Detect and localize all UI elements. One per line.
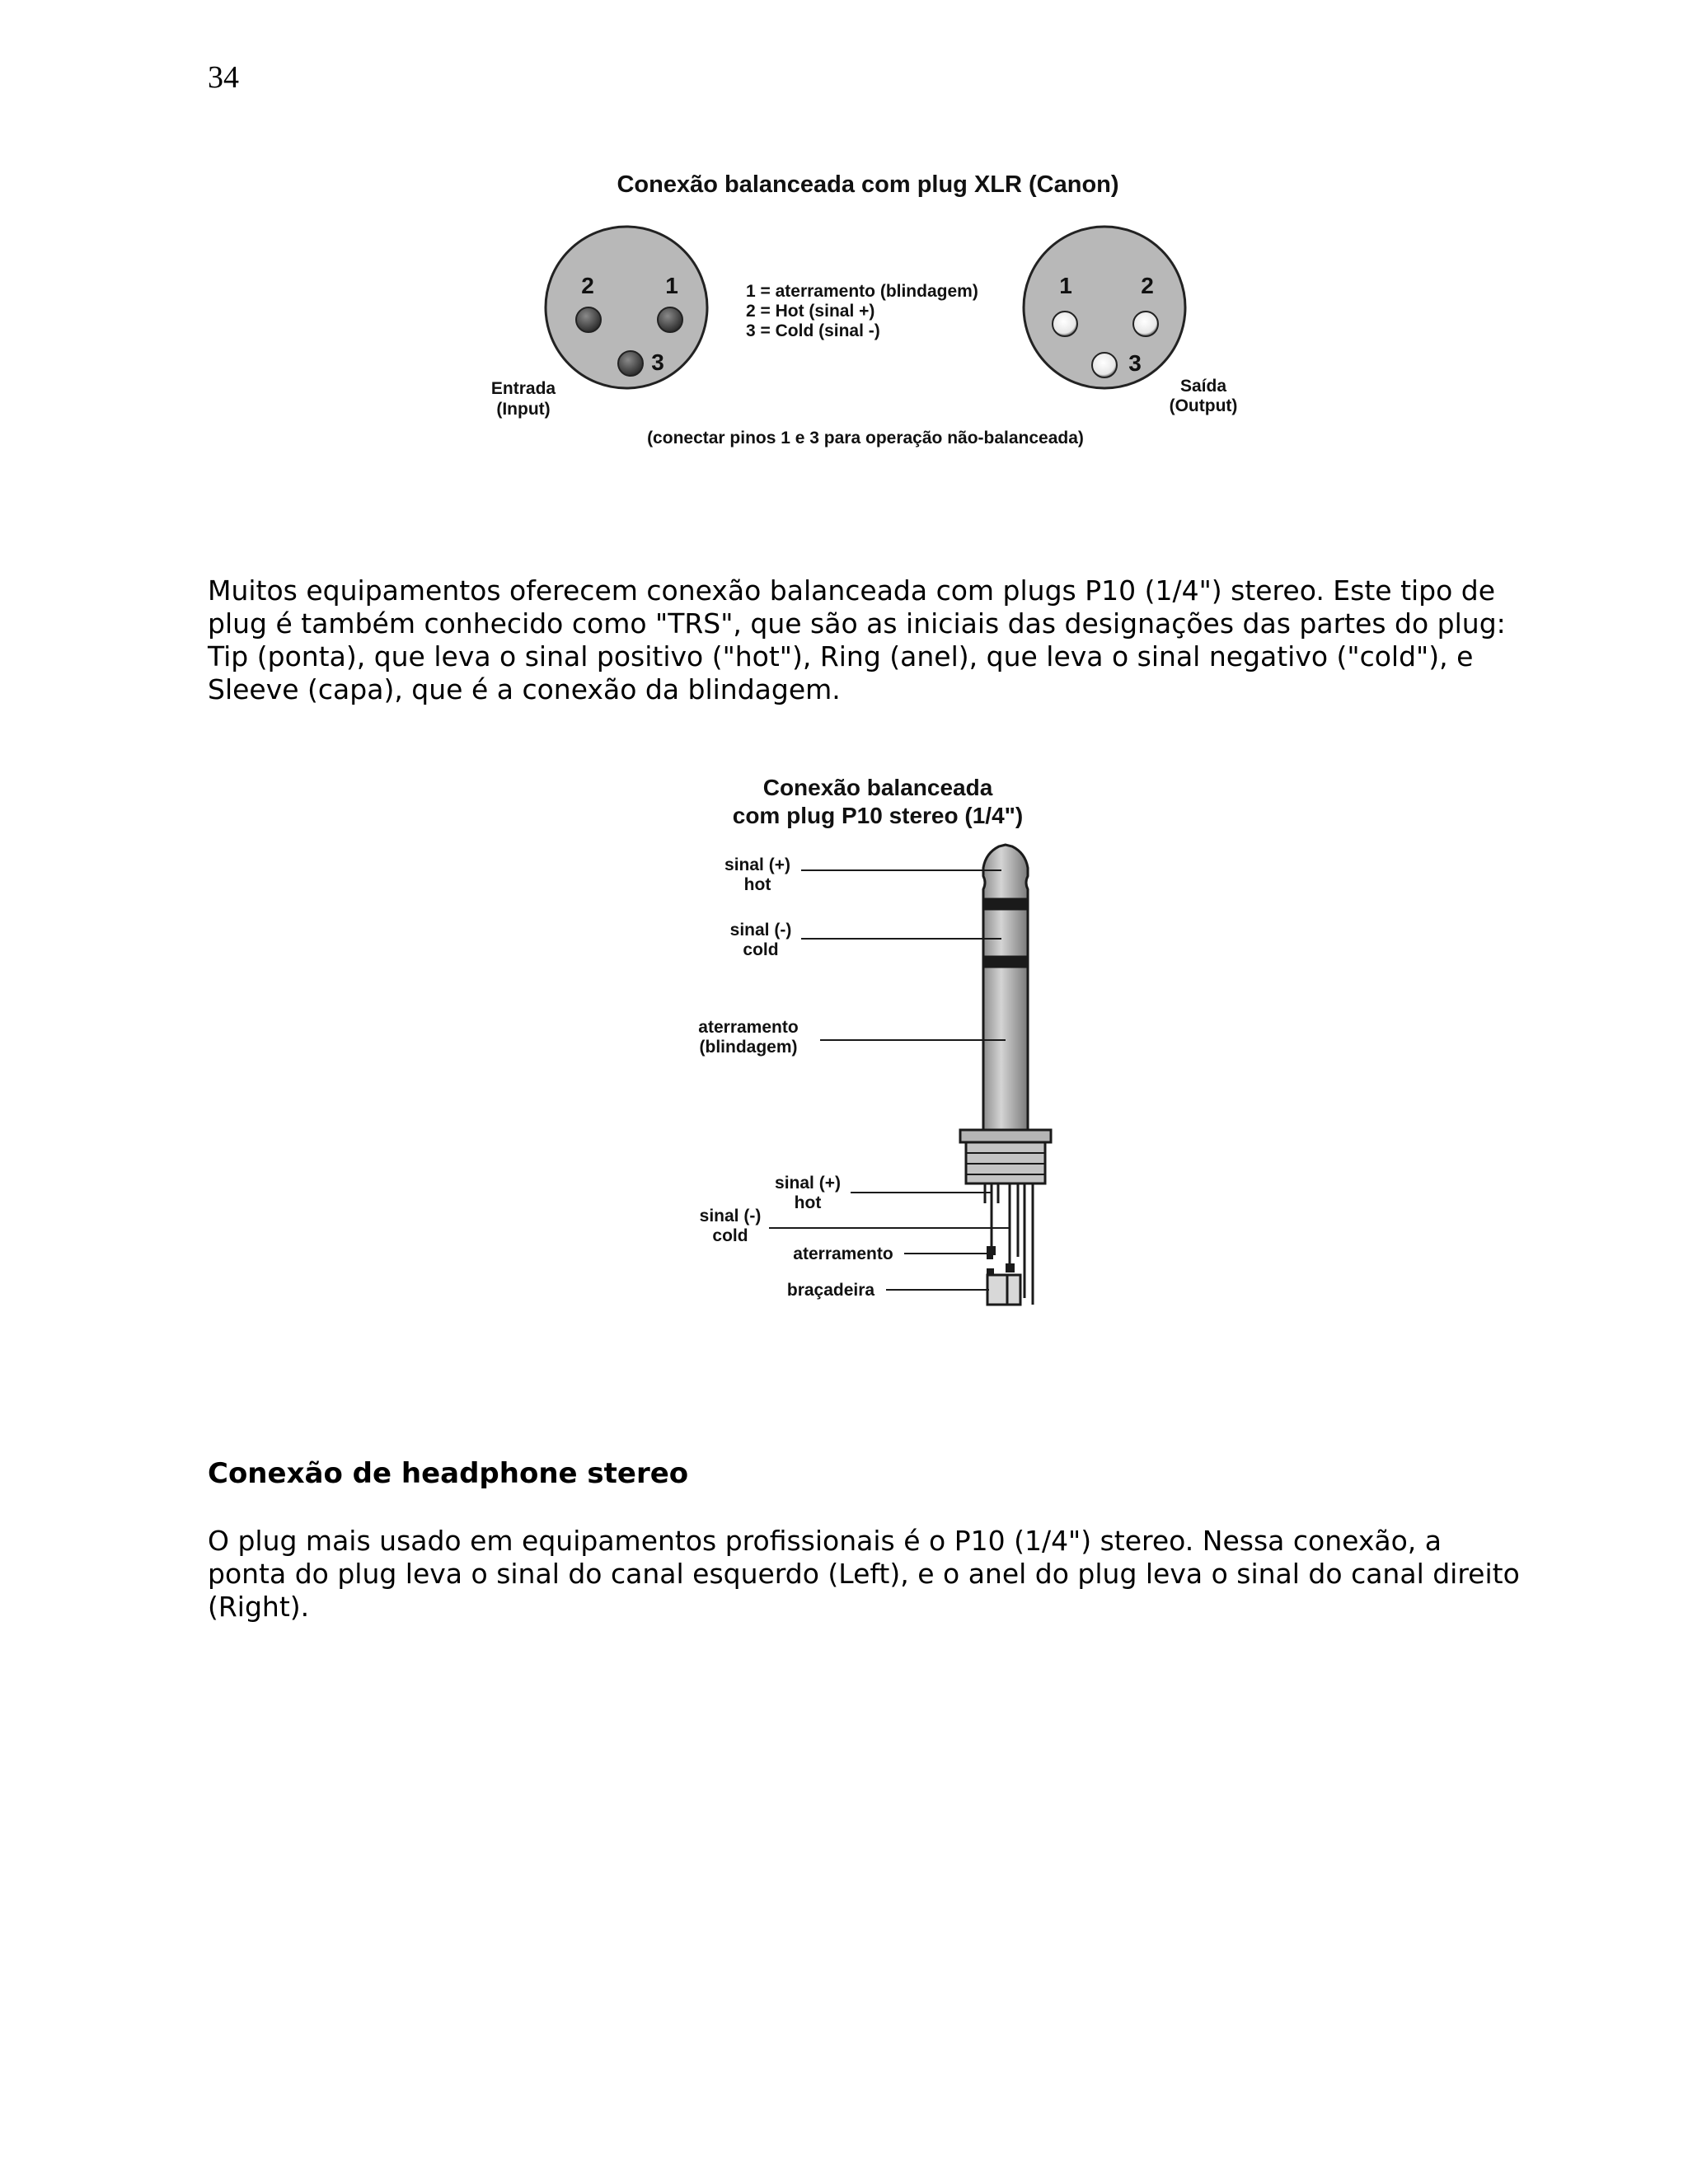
trs-wire-hot-sublabel: hot bbox=[794, 1193, 822, 1212]
xlr-output-pin-1 bbox=[1053, 312, 1077, 336]
xlr-legend-pin-1: 1 = aterramento (blindagem) bbox=[746, 282, 978, 301]
trs-tip bbox=[983, 845, 1028, 899]
trs-collar bbox=[960, 1130, 1051, 1142]
xlr-input-connector bbox=[546, 227, 707, 388]
trs-insulator-2 bbox=[983, 957, 1028, 967]
xlr-output-pin-1-label: 1 bbox=[1059, 273, 1072, 298]
xlr-output-pin-3 bbox=[1092, 353, 1117, 377]
trs-tip-sublabel: hot bbox=[743, 875, 771, 894]
xlr-legend-pin-3: 3 = Cold (sinal -) bbox=[746, 321, 880, 340]
trs-sleeve-label: aterramento bbox=[698, 1018, 799, 1037]
xlr-output-pin-3-label: 3 bbox=[1128, 350, 1142, 376]
trs-wire-cold-sublabel: cold bbox=[712, 1226, 748, 1245]
xlr-input-pin-2 bbox=[576, 307, 601, 332]
trs-title-line1: Conexão balanceada bbox=[762, 775, 993, 800]
section-heading-headphone: Conexão de headphone stereo bbox=[208, 1457, 689, 1490]
trs-sleeve-sublabel: (blindagem) bbox=[699, 1038, 798, 1057]
trs-plug-diagram bbox=[692, 771, 1071, 1315]
xlr-input-label: Entrada bbox=[490, 379, 556, 398]
trs-insulator-1 bbox=[983, 899, 1028, 909]
trs-ring-sublabel: cold bbox=[743, 940, 779, 959]
paragraph-trs-intro: Muitos equipamentos oferecem conexão balanceada com plugs P10 (1/4") stereo. Este tipo de plug é também conhecido como "TRS", que são as iniciais das designações das partes do plug: Tip (ponta), que leva o sinal positivo ("hot"), Ring (anel), que leva o sinal negativo ("cold"), e Sleeve (capa), que é a conexão da blindagem. bbox=[208, 574, 1506, 705]
trs-ring bbox=[983, 909, 1028, 957]
trs-clamp bbox=[987, 1275, 1020, 1305]
xlr-legend-pin-2: 2 = Hot (sinal +) bbox=[746, 302, 875, 321]
trs-leader-lines bbox=[769, 870, 1010, 1290]
xlr-input-pin-3 bbox=[618, 351, 643, 376]
xlr-input-pin-2-label: 2 bbox=[581, 273, 594, 298]
trs-ring-label: sinal (-) bbox=[729, 921, 792, 940]
trs-title-line2: com plug P10 stereo (1/4") bbox=[732, 803, 1024, 828]
xlr-input-sublabel: (Input) bbox=[496, 400, 551, 419]
xlr-output-pin-2 bbox=[1133, 312, 1158, 336]
page-number: 34 bbox=[208, 60, 239, 95]
trs-wire-hot-label: sinal (+) bbox=[775, 1174, 841, 1193]
trs-wire-clamp-label: braçadeira bbox=[786, 1281, 875, 1300]
xlr-input-pin-1-label: 1 bbox=[665, 273, 678, 298]
trs-sleeve bbox=[983, 967, 1028, 1130]
trs-wire-ground-label: aterramento bbox=[793, 1244, 893, 1263]
xlr-output-label: Saída bbox=[1179, 377, 1227, 396]
xlr-diagram-note: (conectar pinos 1 e 3 para operação não-balanceada) bbox=[647, 429, 1084, 448]
xlr-diagram-title: Conexão balanceada com plug XLR (Canon) bbox=[617, 171, 1119, 198]
trs-tip-label: sinal (+) bbox=[724, 855, 790, 874]
trs-plug-body bbox=[960, 845, 1051, 1183]
xlr-connection-diagram bbox=[462, 161, 1253, 466]
xlr-output-sublabel: (Output) bbox=[1169, 396, 1238, 415]
xlr-output-pin-2-label: 2 bbox=[1141, 273, 1154, 298]
trs-rear-terminals bbox=[985, 1183, 1033, 1305]
xlr-output-connector bbox=[1024, 227, 1185, 388]
trs-wire-cold-label: sinal (-) bbox=[699, 1207, 762, 1226]
xlr-input-pin-3-label: 3 bbox=[651, 349, 664, 375]
paragraph-headphone: O plug mais usado em equipamentos profissionais é o P10 (1/4") stereo. Nessa conexão, a ponta do plug leva o sinal do canal esquerdo (Left), e o anel do plug leva o sinal do canal direito (Right). bbox=[208, 1525, 1520, 1623]
xlr-input-pin-1 bbox=[658, 307, 682, 332]
